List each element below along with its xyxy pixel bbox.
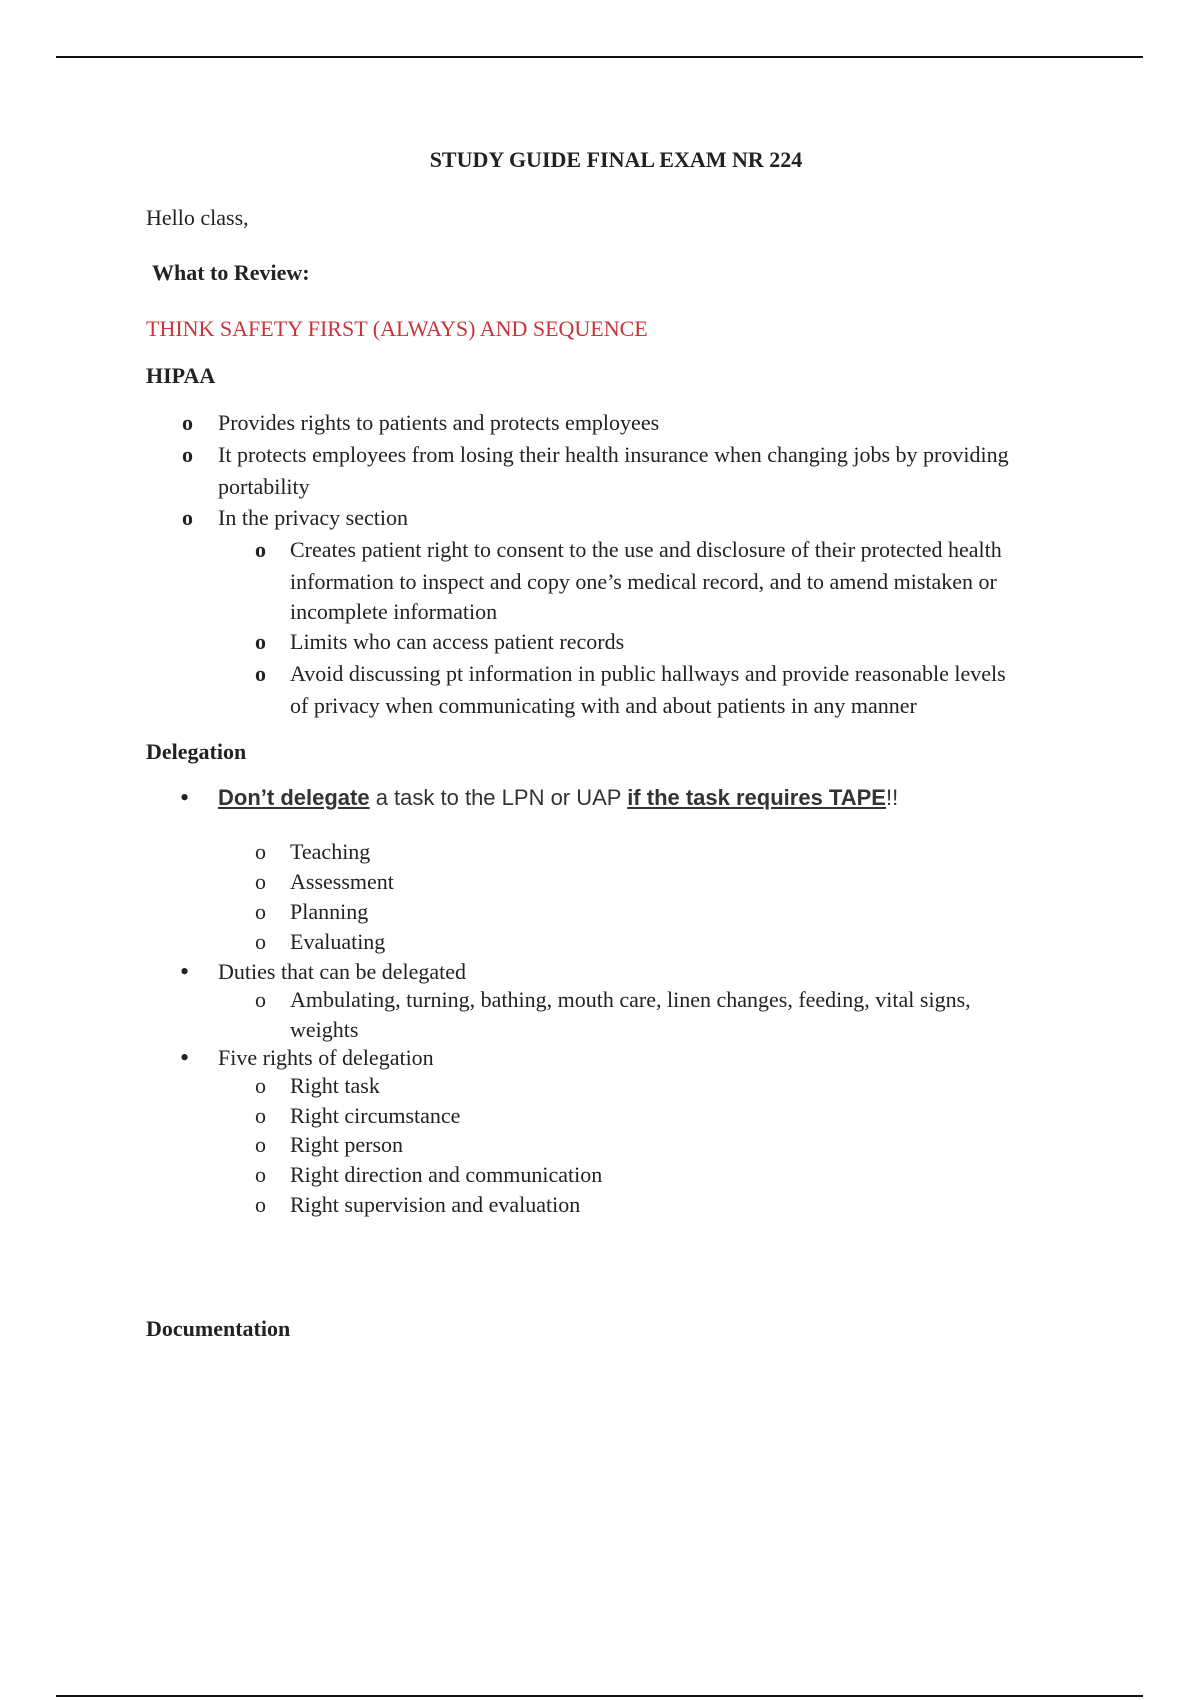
- right-item: Right person: [290, 1132, 404, 1157]
- list-marker: o: [255, 1132, 266, 1157]
- list-marker: o: [182, 442, 193, 467]
- hipaa-item: In the privacy section: [218, 505, 408, 530]
- hipaa-item: Provides rights to patients and protects employees: [218, 410, 660, 435]
- list-marker: o: [255, 839, 266, 864]
- right-item: Right task: [290, 1073, 380, 1098]
- tape-requirement-text: if the task requires TAPE: [627, 785, 886, 810]
- rights-heading: Five rights of delegation: [218, 1045, 434, 1070]
- duties-item: Ambulating, turning, bathing, mouth care, linen changes, feeding, vital signs,: [290, 987, 971, 1012]
- list-marker: o: [182, 505, 193, 530]
- tape-item: Evaluating: [290, 929, 386, 954]
- right-item: Right circumstance: [290, 1103, 461, 1128]
- tape-item: Assessment: [290, 869, 394, 894]
- list-marker: o: [255, 1192, 266, 1217]
- hipaa-sub-item-continued: incomplete information: [290, 599, 498, 624]
- list-marker: o: [255, 1073, 266, 1098]
- review-heading: What to Review:: [152, 260, 310, 285]
- list-marker: o: [255, 929, 266, 954]
- list-marker: o: [255, 661, 266, 686]
- delegation-rule: [218, 783, 898, 813]
- bullet-marker: •: [180, 1043, 190, 1072]
- list-marker: o: [255, 869, 266, 894]
- bullet-marker: •: [180, 957, 190, 986]
- list-marker: o: [255, 537, 266, 562]
- tape-item: Teaching: [290, 839, 371, 864]
- list-marker: o: [255, 1162, 266, 1187]
- documentation-heading: Documentation: [146, 1316, 291, 1341]
- greeting: Hello class,: [146, 205, 249, 230]
- safety-note: THINK SAFETY FIRST (ALWAYS) AND SEQUENCE: [146, 316, 648, 341]
- hipaa-sub-item: Limits who can access patient records: [290, 629, 625, 654]
- hipaa-sub-item-continued: information to inspect and copy one’s medical record, and to amend mistaken or: [290, 569, 997, 594]
- dont-delegate-text: Don’t delegate: [218, 785, 370, 810]
- bullet-marker: •: [180, 783, 190, 812]
- hipaa-sub-item: Creates patient right to consent to the use and disclosure of their protected health: [290, 537, 1002, 562]
- list-marker: o: [255, 1103, 266, 1128]
- hipaa-heading: HIPAA: [146, 363, 216, 388]
- page-title: STUDY GUIDE FINAL EXAM NR 224: [429, 147, 803, 172]
- hipaa-item-continued: portability: [218, 474, 310, 499]
- duties-heading: Duties that can be delegated: [218, 959, 467, 984]
- list-marker: o: [182, 410, 193, 435]
- right-item: Right supervision and evaluation: [290, 1192, 581, 1217]
- hipaa-sub-item-continued: of privacy when communicating with and about patients in any manner: [290, 693, 917, 718]
- bottom-rule: [56, 1695, 1143, 1697]
- right-item: Right direction and communication: [290, 1162, 603, 1187]
- list-marker: o: [255, 987, 266, 1012]
- duties-item-continued: weights: [290, 1017, 359, 1042]
- hipaa-item: It protects employees from losing their health insurance when changing jobs by providing: [218, 442, 1009, 467]
- delegation-heading: Delegation: [146, 739, 247, 764]
- list-marker: o: [255, 629, 266, 654]
- delegation-rule-middle: a task to the LPN or UAP: [369, 785, 628, 810]
- delegation-rule-end: !!: [885, 785, 899, 810]
- hipaa-sub-item: Avoid discussing pt information in public hallways and provide reasonable levels: [290, 661, 1006, 686]
- tape-item: Planning: [290, 899, 369, 924]
- top-rule: [56, 56, 1143, 58]
- list-marker: o: [255, 899, 266, 924]
